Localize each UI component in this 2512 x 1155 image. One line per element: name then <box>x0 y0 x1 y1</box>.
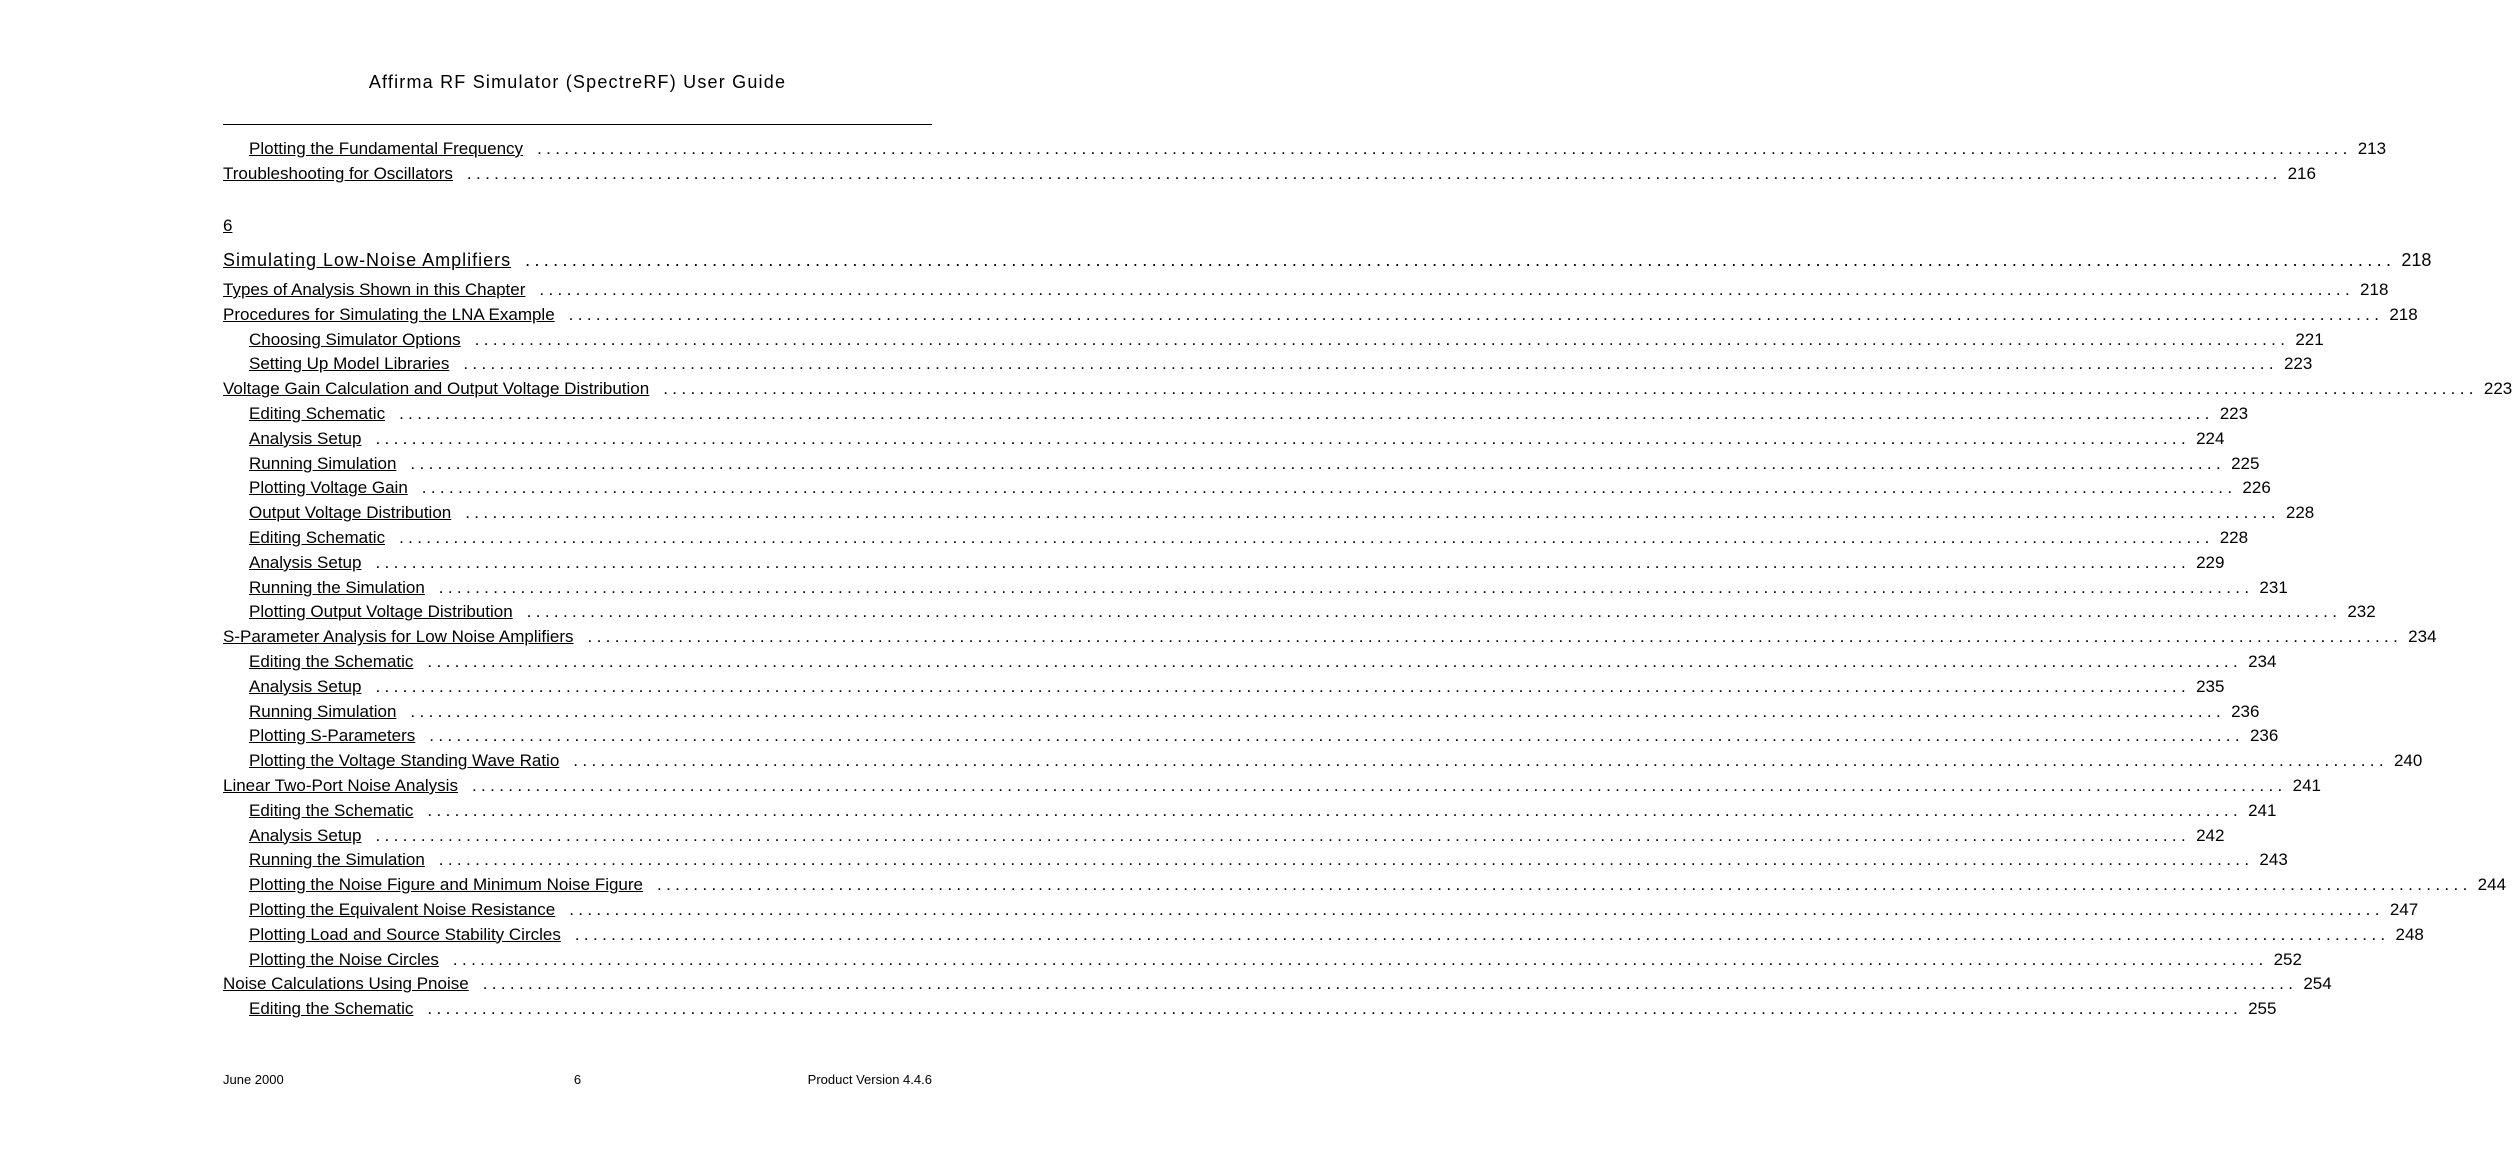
dot-leader: ........................................................................................................................................................................................................ <box>663 379 2478 399</box>
toc-entry-page-number: 252 <box>2273 949 2302 969</box>
dot-leader: ........................................................................................................................................................................................................ <box>471 775 2287 795</box>
dot-leader: ........................................................................................................................................................................................................ <box>482 974 2298 994</box>
dot-leader: ........................................................................................................................................................................................................ <box>375 825 2191 845</box>
toc-entry-title-link[interactable]: Choosing Simulator Options <box>249 329 461 349</box>
toc-entry-title-link[interactable]: Troubleshooting for Oscillators <box>223 163 453 183</box>
toc-entry[interactable] <box>223 600 2376 625</box>
toc-entry-page-number: 218 <box>2389 304 2418 324</box>
toc-entry-page-number: 225 <box>2231 453 2260 473</box>
toc-entry[interactable] <box>223 824 2225 849</box>
dot-leader: ........................................................................................................................................................................................................ <box>587 627 2403 647</box>
dot-leader: ........................................................................................................................................................................................................ <box>438 577 2254 597</box>
toc-entry-title-link[interactable]: Analysis Setup <box>249 428 362 448</box>
toc-entry-title-link[interactable]: Analysis Setup <box>249 825 362 845</box>
toc-entry-page-number: 228 <box>2285 503 2315 523</box>
toc-entry-title-link[interactable]: Editing Schematic <box>249 527 386 547</box>
toc-entry[interactable] <box>223 749 2423 774</box>
dot-leader: ........................................................................................................................................................................................................ <box>410 701 2226 721</box>
toc-entry-page-number: 254 <box>2303 974 2332 994</box>
toc-entry-page-number: 241 <box>2292 775 2321 795</box>
dot-leader: ........................................................................................................................................................................................................ <box>399 403 2214 423</box>
toc-entry-title-link[interactable]: Plotting the Noise Circles <box>249 949 439 969</box>
toc-entry-title-link[interactable]: Voltage Gain Calculation and Output Voltage Distribution <box>223 379 650 399</box>
toc-main-section <box>223 278 2512 1022</box>
toc-entry-page-number: 221 <box>2295 329 2324 349</box>
toc-entry-title-link[interactable]: Plotting S-Parameters <box>249 726 416 746</box>
dot-leader: ........................................................................................................................................................................................................ <box>421 478 2237 498</box>
toc-entry-title-link[interactable]: Plotting Voltage Gain <box>249 478 408 498</box>
toc-entry-title-link[interactable]: Types of Analysis Shown in this Chapter <box>223 280 526 299</box>
toc-entry-title-link[interactable]: Setting Up Model Libraries <box>249 354 450 374</box>
toc-entry-page-number: 229 <box>2196 552 2225 572</box>
toc-entry-title-link[interactable]: Linear Two-Port Noise Analysis <box>223 775 458 795</box>
toc-entry-page-number: 231 <box>2259 577 2288 597</box>
footer-date: June 2000 <box>223 1072 284 1087</box>
toc-entry-page-number: 216 <box>2287 163 2316 183</box>
dot-leader: ........................................................................................................................................................................................................ <box>537 139 2352 158</box>
chapter-title-row[interactable] <box>223 247 2432 273</box>
dot-leader: ........................................................................................................................................................................................................ <box>399 527 2214 547</box>
toc-entry-page-number: 234 <box>2248 651 2277 671</box>
dot-leader: ........................................................................................................................................................................................................ <box>474 329 2290 349</box>
toc-entry-title-link[interactable]: Running Simulation <box>249 701 397 721</box>
toc-entry-page-number: 242 <box>2196 825 2225 845</box>
dot-leader: ........................................................................................................................................................................................................ <box>568 304 2384 324</box>
dot-leader: ........................................................................................................................................................................................................ <box>427 800 2243 820</box>
toc-entry[interactable] <box>223 848 2288 873</box>
chapter-number-link[interactable]: 6 <box>223 216 233 235</box>
toc-entry-title-link[interactable]: Plotting the Equivalent Noise Resistance <box>249 899 556 919</box>
toc-entry[interactable] <box>223 162 2316 187</box>
toc-entry[interactable] <box>223 377 2512 402</box>
dot-leader: ........................................................................................................................................................................................................ <box>539 280 2355 299</box>
toc-entry-title-link[interactable]: Editing the Schematic <box>249 651 414 671</box>
dot-leader: ........................................................................................................................................................................................................ <box>569 899 2384 919</box>
toc-entry[interactable] <box>223 625 2437 650</box>
toc-entry-page-number: 218 <box>2360 280 2389 299</box>
toc-entry-title-link[interactable]: Plotting Output Voltage Distribution <box>249 602 513 622</box>
toc-entry[interactable] <box>223 650 2277 675</box>
toc-entry-title-link[interactable]: Output Voltage Distribution <box>249 503 452 523</box>
toc-entry-title-link[interactable]: Analysis Setup <box>249 676 362 696</box>
dot-leader: ........................................................................................................................................................................................................ <box>427 651 2243 671</box>
toc-entry[interactable] <box>223 675 2225 700</box>
toc-entry-page-number: 240 <box>2393 751 2423 771</box>
toc-entry[interactable] <box>223 700 2260 725</box>
toc-entry[interactable] <box>223 526 2249 551</box>
toc-entry-page-number: 244 <box>2477 875 2507 895</box>
toc-entry-page-number: 255 <box>2248 999 2277 1019</box>
toc-entry[interactable] <box>223 948 2302 973</box>
chapter-title-link[interactable]: Simulating Low-Noise Amplifiers <box>223 250 512 270</box>
toc-entry-title-link[interactable]: Plotting the Fundamental Frequency <box>249 139 524 158</box>
dot-leader: ........................................................................................................................................................................................................ <box>438 850 2254 870</box>
chapter-heading <box>223 247 2432 273</box>
toc-entry[interactable] <box>223 278 2389 303</box>
dot-leader: ........................................................................................................................................................................................................ <box>657 875 2472 895</box>
toc-entry[interactable] <box>223 427 2225 452</box>
footer-page-number: 6 <box>573 1072 582 1087</box>
toc-entry-title-link[interactable]: Plotting Load and Source Stability Circles <box>249 924 561 944</box>
dot-leader: ........................................................................................................................................................................................................ <box>375 428 2191 448</box>
toc-entry-page-number: 248 <box>2395 924 2424 944</box>
dot-leader: ........................................................................................................................................................................................................ <box>525 250 2396 270</box>
page-footer <box>223 1072 932 1087</box>
toc-entry-page-number: 224 <box>2196 428 2225 448</box>
toc-entry-title-link[interactable]: Editing the Schematic <box>249 800 414 820</box>
dot-leader: ........................................................................................................................................................................................................ <box>526 602 2342 622</box>
toc-entry-title-link[interactable]: Editing the Schematic <box>249 999 414 1019</box>
toc-entry-title-link[interactable]: Procedures for Simulating the LNA Example <box>223 304 555 324</box>
dot-leader: ........................................................................................................................................................................................................ <box>574 924 2390 944</box>
toc-entry-title-link[interactable]: Plotting the Noise Figure and Minimum Noise Figure <box>249 875 644 895</box>
toc-entry-page-number: 236 <box>2231 701 2260 721</box>
toc-entry-page-number: 228 <box>2219 527 2249 547</box>
footer-product-version: Product Version 4.4.6 <box>807 1072 932 1087</box>
toc-entry-title-link[interactable]: S-Parameter Analysis for Low Noise Amplifiers <box>223 627 574 647</box>
dot-leader: ........................................................................................................................................................................................................ <box>465 503 2280 523</box>
toc-entry[interactable] <box>223 799 2277 824</box>
toc-entry-page-number: 213 <box>2357 139 2387 158</box>
page-header-title: Affirma RF Simulator (SpectreRF) User Guide <box>368 72 787 92</box>
toc-entry-page-number: 223 <box>2219 403 2249 423</box>
dot-leader: ........................................................................................................................................................................................................ <box>375 676 2191 696</box>
toc-entry-page-number: 241 <box>2248 800 2277 820</box>
header-divider <box>223 124 932 125</box>
toc-entry-page-number: 236 <box>2249 726 2279 746</box>
dot-leader: ........................................................................................................................................................................................................ <box>375 552 2191 572</box>
toc-entry-title-link[interactable]: Editing Schematic <box>249 403 386 423</box>
toc-entry-page-number: 243 <box>2259 850 2288 870</box>
toc-entry[interactable] <box>223 576 2288 601</box>
toc-entry[interactable] <box>223 328 2324 353</box>
toc-entry[interactable] <box>223 923 2424 948</box>
toc-entry-title-link[interactable]: Plotting the Voltage Standing Wave Ratio <box>249 751 560 771</box>
toc-entry[interactable] <box>223 476 2271 501</box>
dot-leader: ........................................................................................................................................................................................................ <box>410 453 2226 473</box>
toc-top-section <box>223 137 2387 187</box>
toc-entry-title-link[interactable]: Analysis Setup <box>249 552 362 572</box>
toc-entry-page-number: 235 <box>2196 676 2225 696</box>
toc-entry[interactable] <box>223 452 2260 477</box>
toc-entry[interactable] <box>223 352 2313 377</box>
toc-entry-page-number: 223 <box>2283 354 2313 374</box>
toc-entry[interactable] <box>223 997 2277 1022</box>
toc-entry[interactable] <box>223 774 2321 799</box>
toc-entry-title-link[interactable]: Running the Simulation <box>249 577 425 597</box>
dot-leader: ........................................................................................................................................................................................................ <box>452 949 2268 969</box>
dot-leader: ........................................................................................................................................................................................................ <box>427 999 2243 1019</box>
dot-leader: ........................................................................................................................................................................................................ <box>463 354 2278 374</box>
toc-entry-page-number: 232 <box>2347 602 2376 622</box>
toc-entry[interactable] <box>223 402 2249 427</box>
toc-entry-page-number: 247 <box>2389 899 2419 919</box>
dot-leader: ........................................................................................................................................................................................................ <box>573 751 2388 771</box>
toc-entry[interactable] <box>223 972 2332 997</box>
dot-leader: ........................................................................................................................................................................................................ <box>429 726 2244 746</box>
chapter-page-number: 218 <box>2401 250 2432 270</box>
toc-entry[interactable] <box>223 303 2418 328</box>
toc-entry[interactable] <box>223 873 2507 898</box>
toc-entry-title-link[interactable]: Running Simulation <box>249 453 397 473</box>
toc-entry-page-number: 226 <box>2242 478 2271 498</box>
toc-entry[interactable] <box>223 724 2279 749</box>
toc-entry-title-link[interactable]: Running the Simulation <box>249 850 425 870</box>
toc-entry[interactable] <box>223 137 2387 162</box>
toc-entry-page-number: 223 <box>2483 379 2512 399</box>
dot-leader: ........................................................................................................................................................................................................ <box>466 163 2282 183</box>
toc-entry[interactable] <box>223 501 2315 526</box>
toc-entry-page-number: 234 <box>2408 627 2437 647</box>
toc-entry[interactable] <box>223 551 2225 576</box>
toc-entry[interactable] <box>223 898 2419 923</box>
toc-entry-title-link[interactable]: Noise Calculations Using Pnoise <box>223 974 469 994</box>
